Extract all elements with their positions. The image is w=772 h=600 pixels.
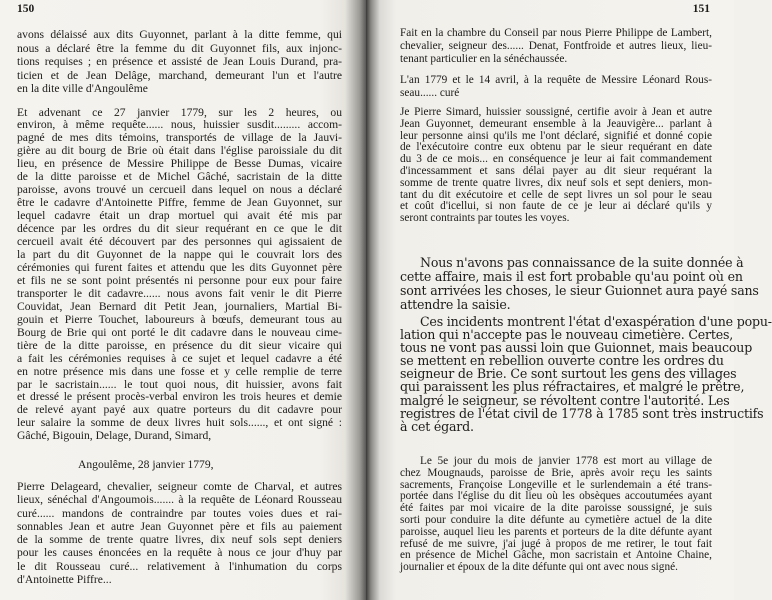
paragraph [400, 27, 712, 66]
text-line: tant du dit exécutoire et celle de sept livres un sol pour le seau [400, 188, 712, 201]
text-line: Et advenant ce 27 janvier 1779, sur les 2 heures, ou [17, 105, 342, 119]
text-line: Fait en la chambre du Conseil par nous Pierre Philippe de Lambert, [400, 27, 712, 39]
text-line: en présence de Michel Gâche, mon sacristain et Antoine Chaine, [400, 549, 712, 562]
text-line: paroisse, auquel lieu les parents et porteurs de la dite défunte ayant [400, 525, 712, 538]
text-line: Angoulême, 28 janvier 1779, [78, 458, 214, 471]
text-line: avons délaissé aux dits Guyonnet, parlant à la ditte femme, qui [17, 28, 342, 41]
text-line: pour les causes énoncées en la requête à nous ce jour d'huy par [17, 546, 342, 560]
right-page [366, 0, 772, 600]
text-line: a fait les cérémonies requises à ce sujet et lequel cadavre a été [17, 351, 342, 365]
text-line: refusé de me suivre, j'ai jugé à propos de me retirer, le tout fait [400, 537, 712, 550]
text-line: lequel cadavre était un drap mortuel qui avait été mis par [17, 209, 342, 223]
text-line: d'Antoinette Piffre... [17, 573, 112, 587]
text-line: tière de la ditte paroisse, en présence du dit sieur vicaire qui [17, 338, 342, 352]
text-line: tions requises ; en présence et assisté de Jean Louis Durand, pra- [17, 55, 342, 68]
text-line: tous ne vont pas aussi loin que Guionnet, mais beaucoup [400, 340, 753, 356]
text-line: chez Mougnauds, paroisse de Brie, après avoir reçu les saints [400, 466, 712, 479]
text-line: somme de trente quatre livres, dix neuf sols et sept deniers, mon- [400, 176, 712, 189]
text-line: tenant particulier en la sénéchaussée. [400, 53, 568, 65]
paragraph [17, 107, 342, 444]
paragraph [400, 255, 759, 312]
text-line: en la dite ville d'Angoulême [17, 82, 148, 95]
text-line: Nous n'avons pas connaissance de la suite donnée à [420, 255, 744, 270]
text-line: leur salaire la somme de deux livres huit sols......, et ont signé : [17, 416, 342, 430]
text-line: de la somme de trente quatre livres, dix neuf sols sept deniers [17, 533, 342, 547]
text-line: attendre la saisie. [400, 297, 511, 312]
text-line: à cet égard. [400, 418, 474, 434]
paragraph [400, 74, 712, 100]
text-line: d'incessamment et sans délai payer au dit sieur requérant la [400, 164, 712, 177]
text-line: sonnables Jean et autre Jean Guyonnet père et fils au paiement [17, 519, 342, 533]
text-line: Ces incidents montrent l'état d'exaspération d'une popu- [420, 314, 772, 329]
text-line: décence par les ordres du dit sieur requérant en ce que le dit [17, 222, 342, 236]
text-line: nous a déclaré être la femme du dit Guyonnet fils, aux injonc- [17, 41, 342, 55]
text-line: se mettent en rebellion ouverte contre les ordres du [400, 353, 724, 369]
text-line: qui paraissent les plus réfractaires, et malgré le prêtre, [400, 379, 745, 395]
text-line: malgré le seigneur, se révoltent contre l'autorité. Les [400, 392, 730, 408]
text-line: Je Pierre Simard, huissier soussigné, certifie avoir à Jean et autre [400, 106, 712, 118]
text-line: de relevé ayant payé aux quatre porteurs du dit cadavre pour [17, 403, 342, 417]
text-line: Pierre Delageard, chevalier, seigneur comte de Charval, et autres [17, 480, 342, 493]
text-line: et coût d'icellui, si non faute de ce je leur ai déclaré qu'ils y [400, 200, 712, 213]
text-line: registres de l'état civil de 1778 à 1785 sont très instructifs [400, 405, 764, 421]
text-line: de la ditte paroisse et de Michel Gâché, sacristain de la ditte [17, 170, 342, 184]
text-line: et dressé le présent procès-verbal environ les trois heures et demie [17, 390, 342, 404]
text-line: cette affaire, mais il est fort probable qu'au point où en [400, 269, 743, 284]
text-line: Jean Guyonnet, demeurant ensemble à la Jeauvigère... parlant à [400, 117, 712, 130]
text-line: cérémonies qui furent faites et attendu que les dits Guyonnet père [17, 260, 342, 274]
text-line: et fils ne se sont point présentés ni personne pour eux pour faire [17, 273, 342, 287]
text-line: L'an 1779 et le 14 avril, à la requête de Messire Léonard Rous- [400, 74, 712, 86]
dateline [78, 458, 278, 472]
text-line: portée dans l'église du dit lieu où les obsèques accoutumées ayant [400, 490, 712, 503]
left-page [0, 0, 366, 600]
text-line: seigneur de Brie. Ce sont surtout les gens des villages [400, 366, 737, 382]
paragraph [400, 314, 772, 434]
page-number: 150 [17, 3, 35, 15]
text-line: lieux, sénéchal d'Angoumois....... à la requête de Léonard Rousseau [17, 493, 342, 507]
text-line: le dit Rousseau curé... relativement à l'inhumation du corps [17, 559, 342, 573]
text-line: Gâché, Bigouin, Delage, Durand, Simard, [17, 429, 212, 443]
paragraph [17, 28, 342, 96]
text-line: en notre présence mis dans une fosse et y celle remplie de terre [17, 364, 342, 378]
text-line: été faites par moi vicaire de la dite paroisse soussigné, je suis [400, 502, 712, 515]
text-line: sorti pour conduire la dite défunte au cymetière actuel de la dite [400, 513, 712, 526]
text-line: journalier et époux de la dite défunte qui ont avec nous signé. [400, 561, 678, 574]
text-line: environ, à même requête...... nous, huissier susdit......... accom- [17, 118, 342, 132]
text-line: par le sacristain...... le tout quoi nous, dit huissier, avons fait [17, 377, 342, 391]
text-line: paroisse, avons trouvé un cercueil dans lequel on nous a déclaré [17, 183, 342, 197]
page-number: 151 [692, 3, 710, 15]
text-line: seront contraints par toutes les voyes. [400, 212, 570, 225]
text-line: cercueil avait été découvert par des personnes qui agissaient de [17, 235, 342, 249]
text-line: Couvidat, Jean Bernard dit Petit Jean, journaliers, Martial Bi- [17, 299, 342, 313]
text-line: de l'exécutoire contre eux obtenu par le sieur requérant en date [400, 141, 712, 154]
text-line: leur personne ainsi qu'ils me l'ont déclaré, signifié et donné copie [400, 129, 712, 142]
text-line: sacrements, Françoise Longeville et le surlendemain a été trans- [400, 478, 712, 491]
text-line: la part du dit Guyonnet de la nappe qui le couvrait lors des [17, 247, 342, 261]
text-line: du 3 de ce mois... en conséquence je leur ai fait commandement [400, 153, 712, 166]
text-line: curé...... mandons de contraindre par toutes voies dues et rai- [17, 506, 342, 520]
paragraph [400, 456, 712, 574]
text-line: Bourg de Brie qui ont porté le dit cadavre dans le nouveau cime- [17, 325, 342, 339]
text-line: gière au dit bourg de Brie où était dans l'église paroissiale du dit [17, 144, 342, 158]
text-line: lieu, en présence de Messire Philippe de Besse Dumas, vicaire [17, 157, 342, 171]
text-line: seau...... curé [400, 87, 460, 99]
text-line: ticien et de Jean Delâge, marchand, demeurant l'un et l'autre [17, 68, 342, 82]
text-line: Le 5e jour du mois de janvier 1778 est mort au village de [420, 455, 712, 467]
text-line: pagné de mes dits témoins, transportés de village de la Jauvi- [17, 131, 342, 145]
text-line: transporter le dit cadavre...... nous avons fait venir le dit Pierre [17, 286, 342, 300]
text-line: lation qui n'accepte pas le nouveau cimetière. Certes, [400, 327, 734, 343]
text-line: chevalier, seigneur des...... Denat, Fontfroide et autres lieux, lieu- [400, 40, 712, 52]
text-line: sont arrivées les choses, le sieur Guionnet aura payé sans [400, 283, 759, 298]
text-line: être le cadavre d'Antoinette Piffre, femme de Jean Guyonnet, sur [17, 196, 342, 210]
paragraph [400, 107, 712, 225]
paragraph [17, 480, 342, 586]
text-line: gouin et Pierre Touchet, laboureurs à bœufs, demeurant tous au [17, 312, 342, 326]
